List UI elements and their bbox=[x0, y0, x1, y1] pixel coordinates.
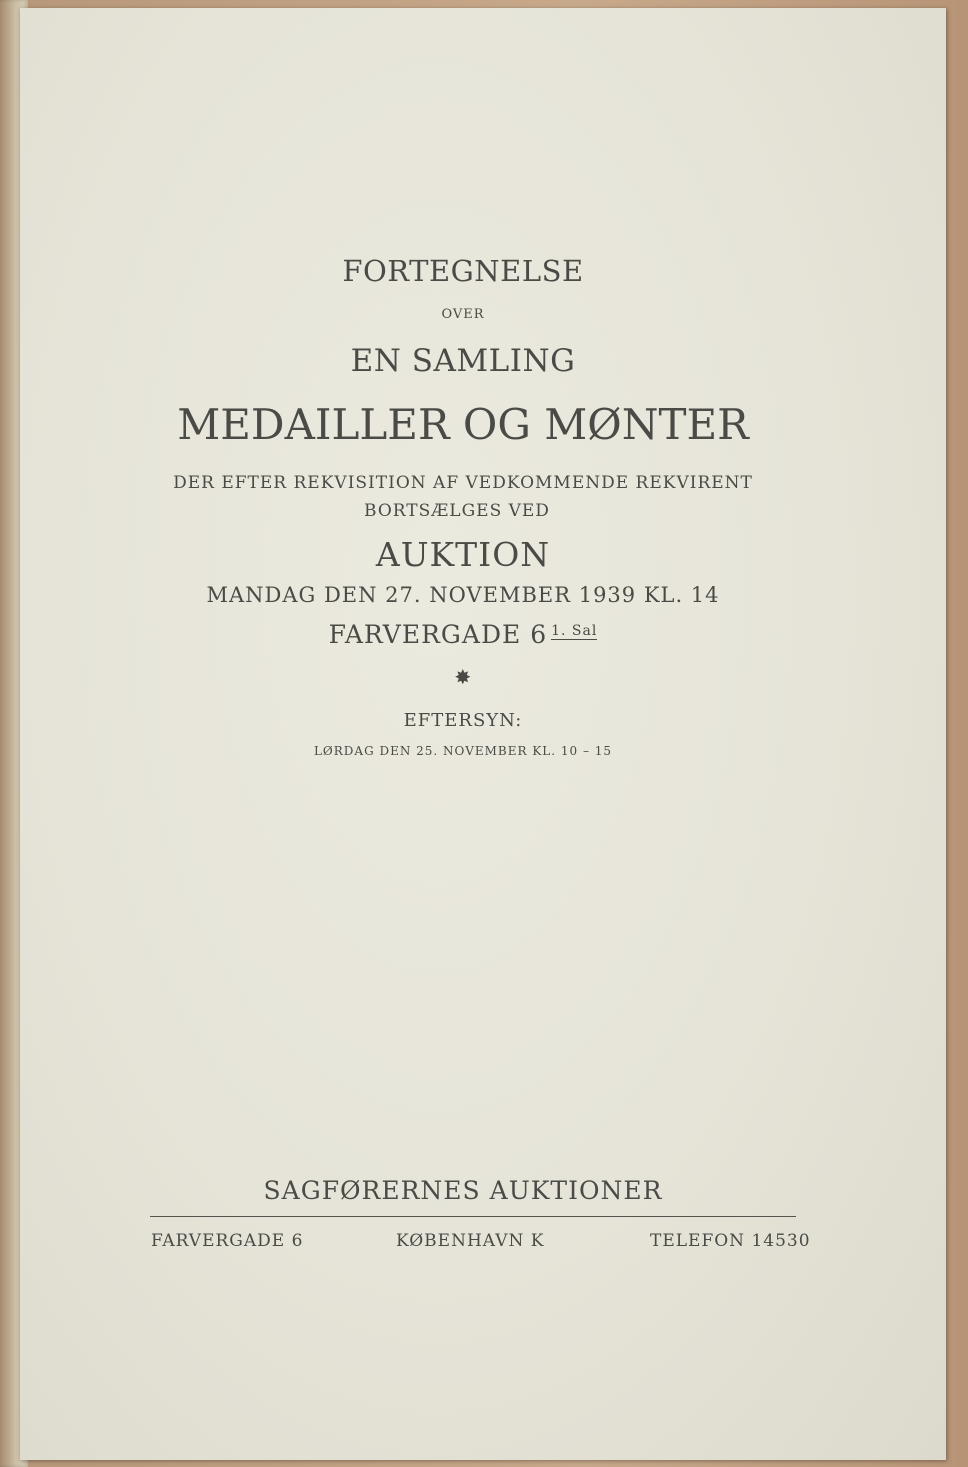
connector-word: OVER bbox=[441, 307, 485, 322]
viewing-label: EFTERSYN: bbox=[403, 710, 523, 731]
footer-city: KØBENHAVN K bbox=[396, 1231, 545, 1251]
subtitle-line-2: BORTSÆLGES VED bbox=[364, 501, 550, 521]
auction-date: MANDAG DEN 27. NOVEMBER 1939 KL. 14 bbox=[206, 583, 720, 607]
auction-address bbox=[0, 620, 926, 649]
address-floor: 1. Sal bbox=[551, 623, 598, 639]
firm-name: SAGFØRERNES AUKTIONER bbox=[263, 1176, 663, 1205]
subtitle-line-1: DER EFTER REKVISITION AF VEDKOMMENDE REKVIRENT bbox=[173, 473, 753, 493]
footer-divider bbox=[150, 1216, 796, 1217]
address-street: FARVERGADE 6 bbox=[328, 620, 548, 649]
title-page bbox=[20, 8, 946, 1460]
heading: FORTEGNELSE bbox=[342, 254, 584, 288]
footer-street: FARVERGADE 6 bbox=[151, 1231, 304, 1251]
footer-phone: TELEFON 14530 bbox=[650, 1231, 811, 1251]
main-title: MEDAILLER OG MØNTER bbox=[177, 400, 749, 449]
star-ornament-icon: ✸ bbox=[454, 665, 472, 689]
event-title: AUKTION bbox=[375, 535, 551, 574]
viewing-time: LØRDAG DEN 25. NOVEMBER KL. 10 – 15 bbox=[313, 744, 613, 758]
subheading: EN SAMLING bbox=[350, 343, 576, 379]
